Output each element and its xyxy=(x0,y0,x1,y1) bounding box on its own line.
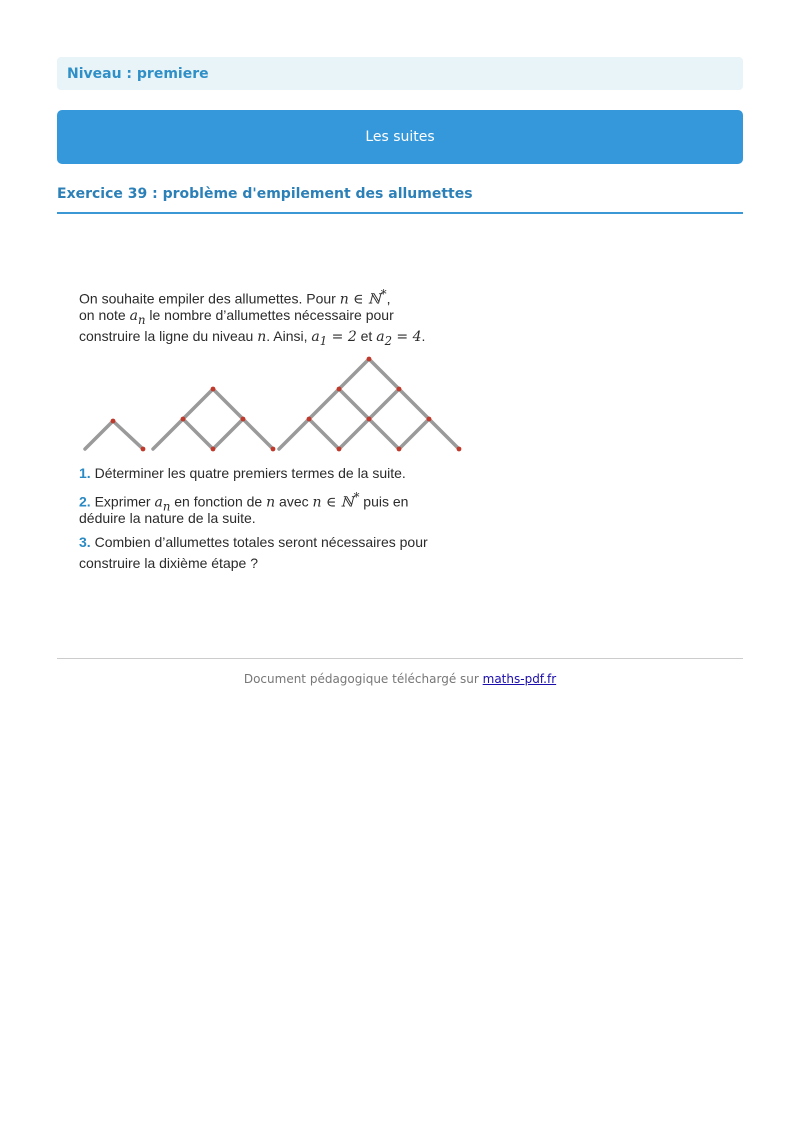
exercise-statement xyxy=(79,284,479,347)
math-n: n xyxy=(266,494,276,511)
math-n: n xyxy=(312,494,322,511)
math-subscript: 1 xyxy=(319,333,328,348)
matches-figure xyxy=(79,356,464,452)
footer-text: Document pédagogique téléchargé sur xyxy=(243,672,483,686)
question-text: puis en xyxy=(359,493,409,510)
matches-level-3 xyxy=(279,357,461,452)
matches-level-2 xyxy=(153,387,275,452)
level-label: Niveau : premiere xyxy=(67,65,209,82)
statement-text: On souhaite empiler des allumettes. Pour xyxy=(79,290,340,307)
math-star: * xyxy=(353,490,360,504)
statement-text: on note xyxy=(79,307,130,323)
question-number: 1. xyxy=(79,465,91,481)
statement-line-2 xyxy=(79,305,479,326)
question-3 xyxy=(79,532,479,553)
question-text: Combien d’allumettes totales seront nécessaires pour xyxy=(90,534,428,550)
topic-title: Les suites xyxy=(365,129,435,145)
question-1 xyxy=(79,463,479,484)
math-n: n xyxy=(339,291,349,308)
math-a: a xyxy=(154,494,163,511)
statement-text: construire la ligne du niveau xyxy=(79,328,258,344)
footer xyxy=(57,672,743,686)
math-subscript: 2 xyxy=(384,333,392,348)
math-subscript: n xyxy=(162,499,171,514)
footer-divider xyxy=(57,658,743,659)
matches-level-1 xyxy=(85,419,145,452)
question-2 xyxy=(79,487,479,514)
math-a: a xyxy=(376,329,385,345)
statement-line-3 xyxy=(79,326,479,347)
math-a: a xyxy=(129,308,138,324)
question-text: Déterminer les quatre premiers termes de la suite. xyxy=(90,465,406,481)
math-star: * xyxy=(380,287,387,301)
math-n: n xyxy=(257,329,267,345)
math-subscript: n xyxy=(137,312,146,327)
questions xyxy=(79,463,479,574)
statement-punct: , xyxy=(386,290,391,307)
question-2-line-2: déduire la nature de la suite. xyxy=(79,510,256,526)
math-equals: = 4 xyxy=(391,329,422,345)
topic-banner xyxy=(57,110,743,164)
statement-line-1 xyxy=(79,284,479,308)
question-number: 3. xyxy=(79,534,91,550)
statement-punct: . xyxy=(421,328,426,344)
level-bar xyxy=(57,57,743,90)
statement-text: . Ainsi, xyxy=(266,328,312,344)
math-a: a xyxy=(311,329,320,345)
question-3-line-2: construire la dixième étape ? xyxy=(79,555,258,571)
math-in-naturals: ∈ ℕ xyxy=(321,494,354,511)
question-text: Exprimer xyxy=(90,493,155,510)
question-number: 2. xyxy=(79,493,91,510)
title-divider xyxy=(57,212,743,214)
math-equals: = 2 xyxy=(327,329,357,345)
math-in-naturals: ∈ ℕ xyxy=(348,291,381,308)
statement-text: le nombre d’allumettes nécessaire pour xyxy=(145,307,394,323)
footer-link[interactable]: maths-pdf.fr xyxy=(482,672,557,686)
question-text: avec xyxy=(275,493,313,510)
exercise-title: Exercice 39 : problème d'empilement des allumettes xyxy=(57,186,473,202)
statement-text: et xyxy=(356,328,377,344)
question-text: en fonction de xyxy=(170,493,267,510)
